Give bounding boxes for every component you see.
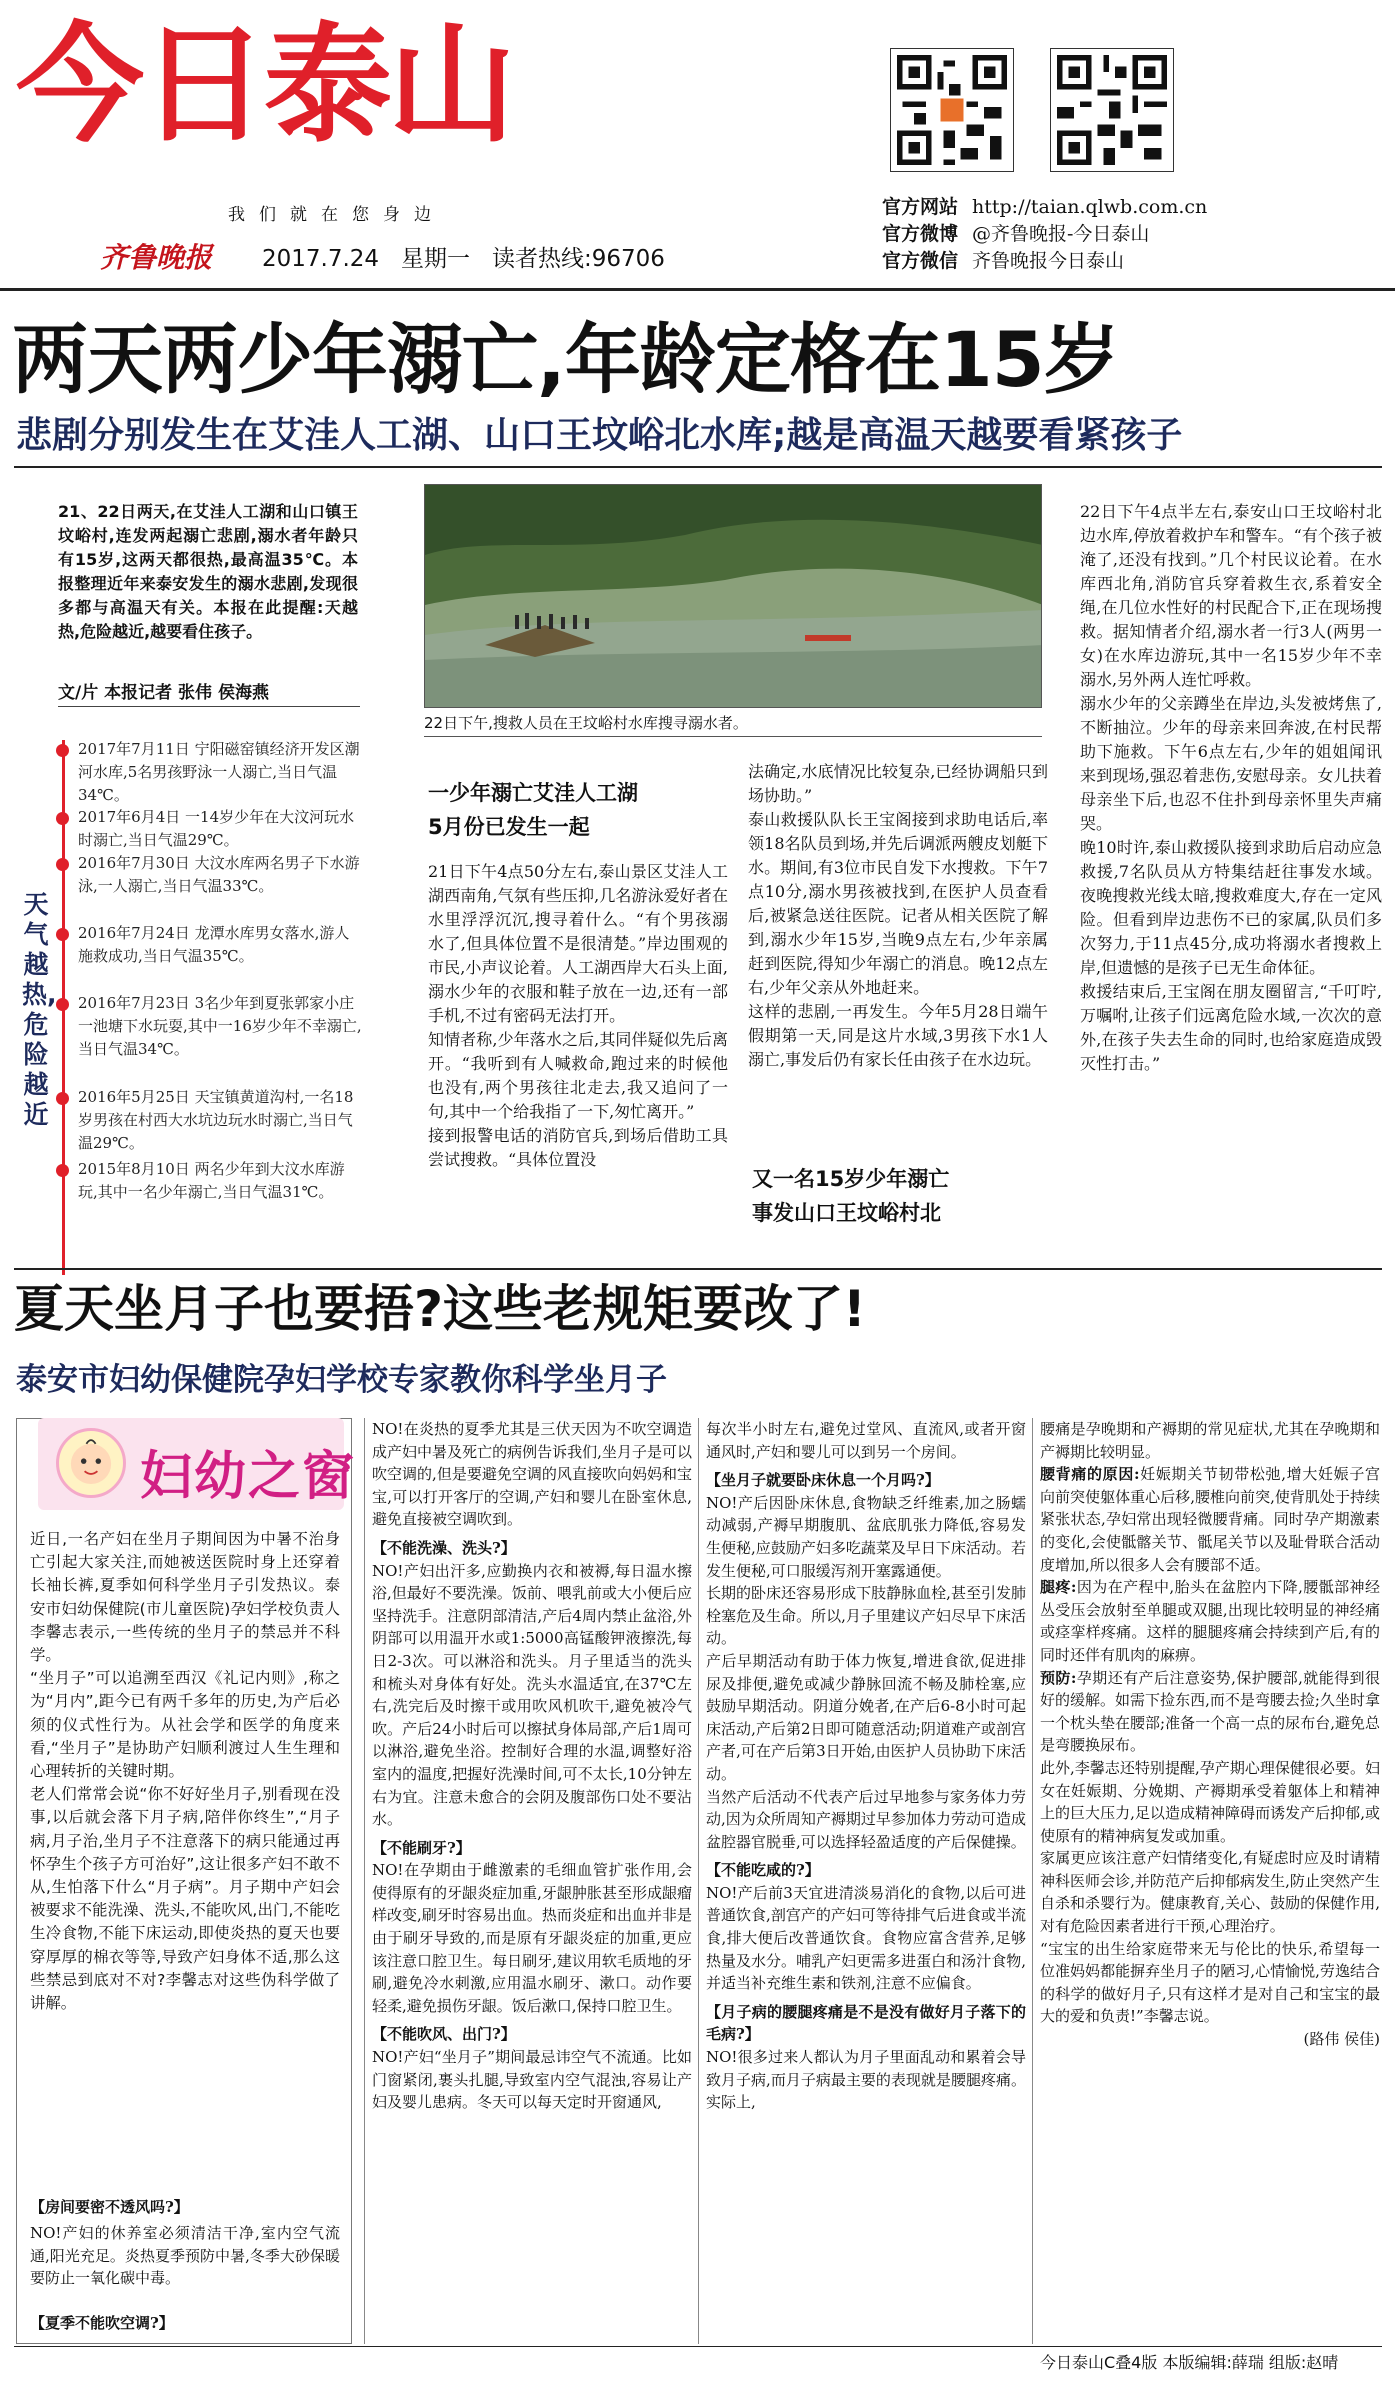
column-rule (1032, 1418, 1033, 2344)
story1-midhead-a: 一少年溺亡艾洼人工湖 5月份已发生一起 (428, 781, 638, 839)
page-footer: 今日泰山C叠4版 本版编辑:薛瑞 组版:赵晴 (1040, 2353, 1339, 2372)
timeline-dot (56, 928, 69, 941)
story2-a-room: NO!产妇的休养室必须清洁干净,室内空气流通,阳光充足。炎热夏季预防中暑,冬季大砂保暖要防止一氧化碳中毒。 (30, 2224, 340, 2288)
story1-headline: 两天两少年溺亡,年龄定格在15岁 (12, 315, 1119, 404)
paper-logo: 齐鲁晚报 (100, 241, 213, 274)
masthead-slogan: 我们就在您身边 (228, 205, 445, 225)
timeline-title: 天气越热,危险越近 (22, 890, 57, 1129)
column-rule (698, 1418, 699, 2344)
story1-body-a: 21日下午4点50分左右,泰山景区艾洼人工湖西南角,气氛有些压抑,几名游泳爱好者在水里浮浮沉沉,搜寻着什么。“有个男孩溺水了,但具体位置不是很清楚。”岸边围观的市民,小声议论着。人工湖西岸大石头上面,溺水少年的衣服和鞋子放在一边,还有一部手机,不过有密码无法打开。 知情者称,少年落水之后,其同伴疑似先后离开。“我听到有人喊救命,跑过来的时候他也没有,两个男孩往北走去,我又追问了一句,其中一个给我指了一下,匆忙离开。” 接到报警电话的消防官兵,到场后借助工具尝试搜救。“具体位置没 (428, 862, 728, 1169)
dateline (262, 240, 665, 273)
timeline-dot (56, 1092, 69, 1105)
timeline-item: 2016年7月23日 3名少年到夏张郭家小庄一池塘下水玩耍,其中一16岁少年不幸溺亡,当日气温34℃。 (78, 994, 362, 1058)
masthead-divider (0, 288, 1395, 291)
timeline-dot (56, 858, 69, 871)
story2-headline: 夏天坐月子也要捂?这些老规矩要改了! (14, 1280, 866, 1338)
contact-wechat[interactable]: 官方微信 齐鲁晚报今日泰山 (882, 250, 1125, 272)
timeline-item: 2016年7月24日 龙潭水库男女落水,游人施救成功,当日气温35℃。 (78, 924, 350, 965)
story1-subhead: 悲剧分别发生在艾洼人工湖、山口王坟峪北水库;越是高温天越要看紧孩子 (16, 415, 1183, 456)
hotline-number: 96706 (591, 246, 665, 272)
contact-website[interactable]: 官方网站 http://taian.qlwb.com.cn (882, 196, 1208, 218)
timeline-item: 2017年7月11日 宁阳磁窑镇经济开发区潮河水库,5名男孩野泳一人溺亡,当日气温34℃。 (78, 740, 360, 804)
timeline-item: 2016年5月25日 天宝镇黄道沟村,一名18岁男孩在村西大水坑边玩水时溺亡,当日气温29℃。 (78, 1088, 354, 1152)
story1-byline: 文/片 本报记者 张伟 侯海燕 (58, 683, 269, 703)
column-rule (364, 1418, 365, 2344)
wechat-qr-code (1050, 48, 1174, 172)
story1-midhead-b: 又一名15岁少年溺亡 事发山口王坟峪村北 (752, 1167, 950, 1225)
timeline-item: 2017年6月4日 一14岁少年在大汶河玩水时溺亡,当日气温29℃。 (78, 808, 355, 849)
footer-divider (14, 2346, 1382, 2347)
issue-date: 2017.7.24 (262, 246, 380, 272)
story2-subhead: 泰安市妇幼保健院孕妇学校专家教你科学坐月子 (16, 1362, 667, 1398)
column-badge-text: 妇幼之窗 (140, 1447, 357, 1507)
story2-column-3: 每次半小时左右,避免过堂风、直流风,或者开窗通风时,产妇和婴儿可以到另一个房间。 【坐月子就要卧床休息一个月吗?】 NO!产后因卧床休息,食物缺乏纤维素,加之肠蠕动减弱,产褥早期腹肌、盆底肌张力降低,容易发生便秘,应鼓励产妇多吃蔬菜及早日下床活动。若发生便秘,可口服缓泻剂开塞露通便。 长期的卧床还容易形成下肢静脉血栓,甚至引发肺栓塞危及生命。所以,月子里建议产妇尽早下床活动。 产后早期活动有助于体力恢复,增进食欲,促进排尿及排便,避免或减少静脉回流不畅及肺栓塞,应鼓励早期活动。阴道分娩者,在产后6-8小时可起床活动,产后第2日即可随意活动;阴道难产或剖宫产者,可在产后第3日开始,由医护人员协助下床活动。 当然产后活动不代表产后过早地参与家务体力劳动,因为众所周知产褥期过早参加体力劳动可造成盆腔器官脱垂,可以选择轻盈适度的产后保健操。 【不能吃咸的?】 NO!产后前3天宜进清淡易消化的食物,以后可进普通饮食,剖宫产的产妇可等待排气后进食或半流食,排大便后改普通饮食。食物应富含营养,足够热量及水分。哺乳产妇更需多进蛋白和汤汁食物,并适当补充维生素和铁剂,注意不应偏食。 【月子病的腰腿疼痛是不是没有做好月子落下的毛病?】 NO!很多过来人都认为月子里面乱动和累着会导致月子病,而月子病最主要的表现就是腰腿疼痛。实际上, (706, 1420, 1026, 2112)
story1-body-right: 22日下午4点半左右,泰安山口王坟峪村北边水库,停放着救护车和警车。“有个孩子被淹了,还没有找到。”几个村民议论着。在水库西北角,消防官兵穿着救生衣,系着安全绳,在几位水性好的村民配合下,正在现场搜救。据知情者介绍,溺水者一行3人(两男一女)在水库边游玩,其中一名15岁少年不幸溺水,另外两人连忙呼救。 溺水少年的父亲蹲坐在岸边,头发被烤焦了,不断抽泣。少年的母亲来回奔波,在村民帮助下施救。下午6点左右,少年的姐姐闻讯来到现场,强忍着悲伤,安慰母亲。女儿扶着母亲坐下后,也忍不住扑到母亲怀里失声痛哭。 晚10时许,泰山救援队接到求助后启动应急救援,7名队员从方特集结赶往事发水域。夜晚搜救光线太暗,搜救难度大,存在一定风险。但看到岸边悲伤不已的家属,队员们多次努力,于11点45分,成功将溺水者搜救上岸,但遗憾的是孩子已无生命体征。 救援结束后,王宝阁在朋友圈留言,“千叮咛,万嘱咐,让孩子们远离危险水域,一次次的意外,在孩子失去生命的同时,也给家庭造成毁灭性打击。” (1080, 502, 1382, 1073)
story1-lead: 21、22日两天,在艾洼人工湖和山口镇王坟峪村,连发两起溺亡悲剧,溺水者年龄只有15岁,这两天都很热,最高温35℃。本报整理近年来泰安发生的溺水悲剧,发现很多都与高温天有关。本报在此提醒:天越热,危险越近,越要看住孩子。 (58, 502, 358, 641)
story1-body-b: 法确定,水底情况比较复杂,已经协调船只到场协助。” 泰山救援队队长王宝阁接到求助电话后,率领18名队员到场,并先后调派两艘皮划艇下水。期间,有3位市民自发下水搜救。下午7点10分,溺水男孩被找到,在医护人员查看后,被紧急送往医院。记者从相关医院了解到,溺水少年15岁,当晚9点左右,少年亲属赶到医院,得知少年溺亡的消息。晚12点左右,少年父亲从外地赶来。 这样的悲剧,一再发生。今年5月28日端午假期第一天,同是这片水域,3男孩下水1人溺亡,事发后仍有家长任由孩子在水边玩。 (748, 762, 1048, 1069)
story1-divider (14, 466, 1382, 468)
story2-q-room: 【房间要密不透风吗?】 (30, 2198, 189, 2216)
story2-column-2: NO!在炎热的夏季尤其是三伏天因为不吹空调造成产妇中暑及死亡的病例告诉我们,坐月子是可以吹空调的,但是要避免空调的风直接吹向妈妈和宝宝,可以打开客厅的空调,产妇和婴儿在卧室休息,避免直接被空调吹到。 【不能洗澡、洗头?】 NO!产妇出汗多,应勤换内衣和被褥,每日温水擦浴,但最好不要洗澡。饭前、喂乳前或大小便后应坚持洗手。注意阴部清洁,产后4周内禁止盆浴,外阴部可以用温开水或1:5000高锰酸钾液擦洗,每日2-3次。可以淋浴和洗头。月子里适当的洗头和梳头对身体有好处。洗头水温适宜,在37℃左右,洗完后及时擦干或用吹风机吹干,避免被冷气吹。产后24小时后可以擦拭身体局部,产后1周可以淋浴,避免坐浴。控制好合理的水温,调整好浴室内的温度,把握好洗澡时间,可不太长,10分钟左右为宜。注意未愈合的会阴及腹部伤口处不要沾水。 【不能刷牙?】 NO!在孕期由于雌激素的毛细血管扩张作用,会使得原有的牙龈炎症加重,牙龈肿胀甚至形成龈瘤样改变,刷牙时容易出血。热而炎症和出血并非是由于刷牙导致的,而是原有牙龈炎症的加重,更应该注意口腔卫生。每日刷牙,建议用软毛质地的牙刷,避免冷水刺激,应用温水刷牙、漱口。动作要轻柔,避免损伤牙龈。饭后漱口,保持口腔卫生。 【不能吹风、出门?】 NO!产妇“坐月子”期间最忌讳空气不流通。比如门窗紧闭,裹头扎腿,导致室内空气混浊,容易让产妇及婴儿患病。冬天可以每天定时开窗通风, (372, 1420, 692, 2112)
timeline-dot (56, 998, 69, 1011)
masthead-title: 今日泰山 (16, 11, 513, 160)
byline-rule (58, 706, 360, 707)
weibo-qr-code (890, 48, 1014, 172)
timeline-dot (56, 1164, 69, 1177)
story2-lead: 近日,一名产妇在坐月子期间因为中暑不治身亡引起大家关注,而她被送医院时身上还穿着长袖长裤,夏季如何科学坐月子引发热议。泰安市妇幼保健院(市儿童医院)孕妇学校负责人李馨志表示,一些传统的坐月子的禁忌并不科学。 “坐月子”可以追溯至西汉《礼记内则》,称之为“月内”,距今已有两千多年的历史,为产后必须的仪式性行为。从社会学和医学的角度来看,“坐月子”是协助产妇顺利渡过人生生理和心理转折的关键时期。 老人们常常会说“你不好好坐月子,别看现在没事,以后就会落下月子病,陪伴你终生”,“月子病,月子治,坐月子不注意落下的病只能通过再怀孕生个孩子方可治好”,这让很多产妇不敢不从,生怕落下什么“月子病”。月子期中产妇会被要求不能洗澡、洗头,不能吹风,出门,不能吃生冷食物,不能下床运动,即使炎热的夏天也要穿厚厚的棉衣等等,导致产妇身体不适,那么这些禁忌到底对不对?李馨志对这些伪科学做了讲解。 (30, 1530, 340, 2013)
story2-column-4: 腰痛是孕晚期和产褥期的常见症状,尤其在孕晚期和产褥期比较明显。 腰背痛的原因:妊娠期关节韧带松弛,增大妊娠子宫向前突使躯体重心后移,腰椎向前突,使背肌处于持续紧张状态,孕妇常出现轻微腰背痛。同时孕产期激素的变化,会使骶髂关节、骶尾关节以及耻骨联合活动度增加,所以很多人会有腰部不适。 腿疼:因为在产程中,胎头在盆腔内下降,腰骶部神经丛受压会放射至单腿或双腿,出现比较明显的神经痛或痉挛样疼痛。这样的腿腿疼痛会持续到产后,有的同时还伴有肌肉的麻痹。 预防:孕期还有产后注意姿势,保护腰部,就能得到很好的缓解。如需下捡东西,而不是弯腰去捡;久坐时拿一个枕头垫在腰部;准备一个高一点的尿布台,避免总是弯腰换尿布。 此外,李馨志还特别提醒,孕产期心理保健很必要。妇女在妊娠期、分娩期、产褥期承受着躯体上和精神上的巨大压力,足以造成精神障碍而诱发产后抑郁,或使原有的精神病复发或加重。 家属更应该注意产妇情绪变化,有疑虑时应及时请精神科医师会诊,并防范产后抑郁病发生,防止突然产生自杀和杀婴行为。健康教育,关心、鼓励的保健作用,对有危险因素者进行干预,心理治疗。 “宝宝的出生给家庭带来无与伦比的快乐,希望每一位准妈妈都能摒弃坐月子的陋习,心情愉悦,劳逸结合的科学的做好月子,只有这样才是对自己和宝宝的最大的爱和负责!”李馨志说。 (路伟 侯佳) (1040, 1420, 1380, 2049)
photo-caption: 22日下午,搜救人员在王坟峪村水库搜寻溺水者。 (424, 712, 1042, 737)
timeline-dot (56, 812, 69, 825)
section-divider (14, 1268, 1382, 1270)
timeline-item: 2015年8月10日 两名少年到大汶水库游玩,其中一名少年溺亡,当日气温31℃。 (78, 1160, 345, 1201)
story2-q-aircon: 【夏季不能吹空调?】 (30, 2314, 174, 2332)
rescue-photo (424, 484, 1042, 708)
baby-icon (56, 1428, 126, 1498)
hotline-label: 读者热线: (491, 246, 592, 272)
timeline-item: 2016年7月30日 大汶水库两名男子下水游泳,一人溺亡,当日气温33℃。 (78, 854, 360, 895)
timeline-dot (56, 744, 69, 757)
contact-list (882, 194, 1207, 275)
contact-weibo[interactable]: 官方微博 @齐鲁晚报-今日泰山 (882, 223, 1150, 245)
issue-weekday: 星期一 (401, 246, 470, 272)
